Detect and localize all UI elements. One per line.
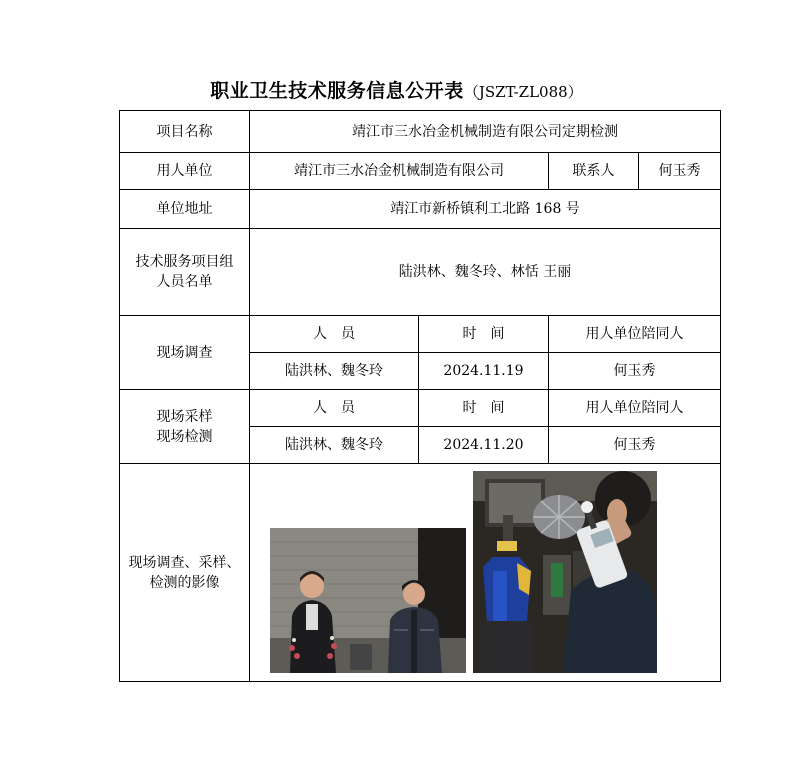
address-label: 单位地址 [120,190,250,229]
address-value: 靖江市新桥镇利工北路 168 号 [250,190,721,229]
survey-header-escort: 用人单位陪同人 [549,316,721,353]
row-team [120,229,721,316]
on-site-testing-photo [473,471,657,673]
sampling-escort: 何玉秀 [549,427,721,464]
row-employer [120,153,721,190]
sampling-date: 2024.11.20 [419,427,549,464]
info-table [119,110,721,682]
team-value: 陆洪林、魏冬玲、林恬 王丽 [250,229,721,316]
document-title [0,76,793,103]
sampling-header-time: 时 间 [419,390,549,427]
survey-header-people: 人 员 [250,316,419,353]
survey-date: 2024.11.19 [419,353,549,390]
project-name-value: 靖江市三水冶金机械制造有限公司定期检测 [250,111,721,153]
images-label-line2: 检测的影像 [149,574,220,591]
employer-value: 靖江市三水冶金机械制造有限公司 [250,153,549,190]
row-address [120,190,721,229]
contact-value: 何玉秀 [639,153,721,190]
survey-people: 陆洪林、魏冬玲 [250,353,419,390]
document-code: （JSZT-ZL088） [463,83,583,101]
team-label-line1: 技术服务项目组 [135,254,234,270]
row-project-name [120,111,721,153]
row-images [120,464,721,682]
sampling-header-escort: 用人单位陪同人 [549,390,721,427]
sampling-label [120,390,250,464]
document-title-text: 职业卫生技术服务信息公开表 [210,80,464,102]
survey-escort: 何玉秀 [549,353,721,390]
survey-header-time: 时 间 [419,316,549,353]
team-label [120,229,250,316]
row-survey-header [120,316,721,353]
survey-label: 现场调查 [120,316,250,390]
images-cell [250,464,721,682]
images-label-line1: 现场调查、采样、 [128,554,241,571]
photo-area [250,464,720,681]
sampling-label-line2: 现场检测 [156,428,213,445]
employer-label: 用人单位 [120,153,250,190]
team-label-line2: 人员名单 [156,274,213,290]
project-name-label: 项目名称 [120,111,250,153]
sampling-label-line1: 现场采样 [156,408,213,425]
sampling-people: 陆洪林、魏冬玲 [250,427,419,464]
contact-label: 联系人 [549,153,639,190]
images-label [120,464,250,682]
row-sampling-header [120,390,721,427]
site-survey-photo [270,528,466,673]
sampling-header-people: 人 员 [250,390,419,427]
